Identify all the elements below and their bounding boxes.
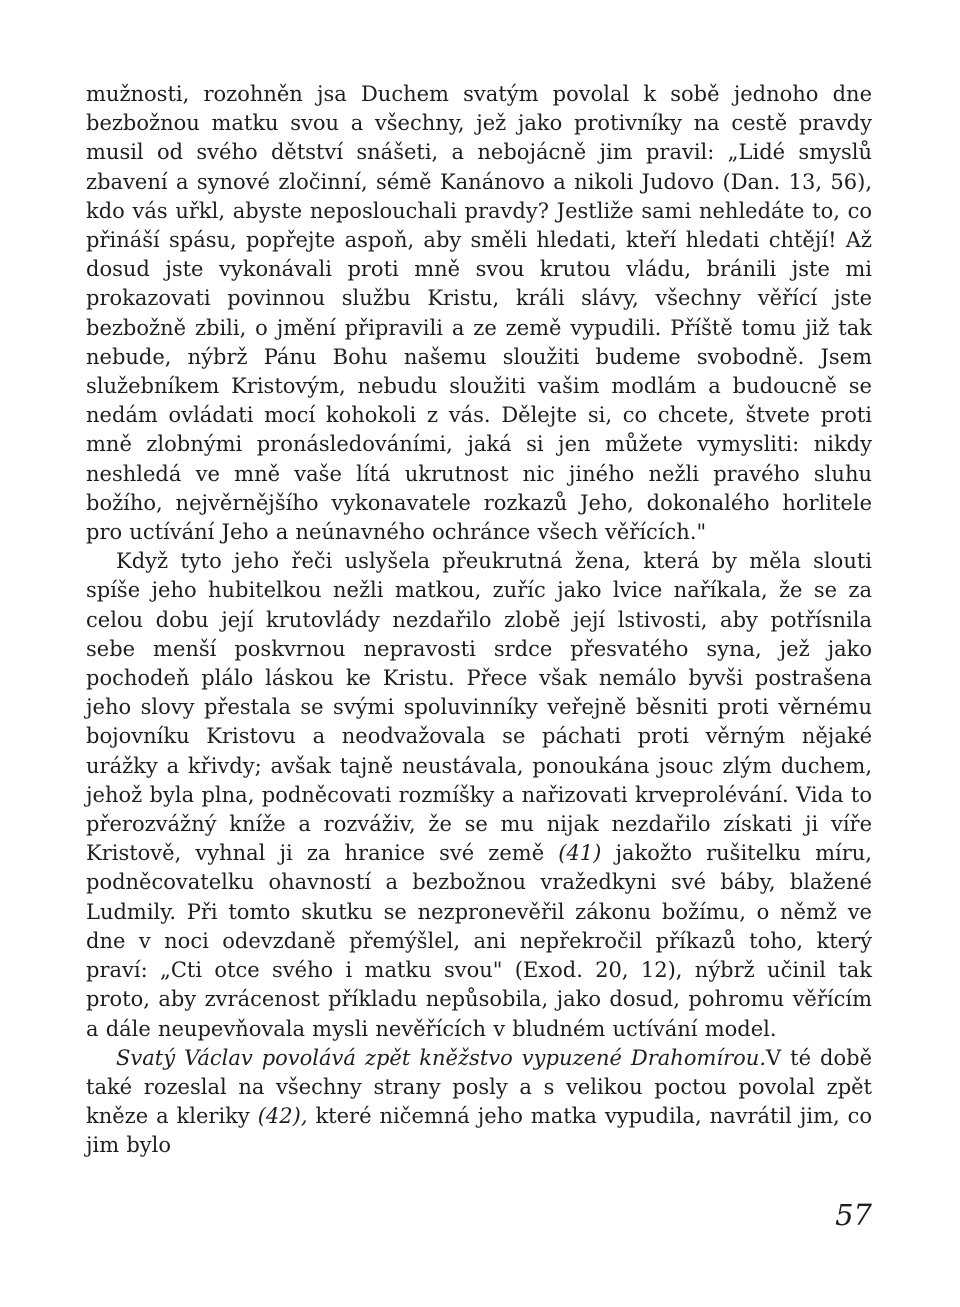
page-body xyxy=(86,80,872,1161)
paragraph-2-text-start: Když tyto jeho řeči uslyšela přeukrutná žena, která by měla slouti spíše jeho hubitelkou nežli matkou, zuříc jako lvice naříkala, že se za celou dobu její krutovlády nezdařilo zlobě její lstivosti, aby potřísnila sebe menší poskvrnou nepravosti srdce přesvatého syna, jež jako pochodeň plálo láskou ke Kristu. Přece však nemálo byvši postrašena jeho slovy přestala se svými spoluvinníky veřejně běsniti proti věrnému bojovníku Kristovu a neodvažovala se páchati proti věrným nějaké urážky a křivdy; avšak tajně neustávala, ponoukána jsouc zlým duchem, jehož byla plna, podněcovati rozmíšky a nařizovati krveprolévání. Vida to přerozvážný kníže a rozváživ, že se mu nijak nezdařilo získati ji víře Kristově, vyhnal ji za hranice své země xyxy=(86,549,872,866)
paragraph-3 xyxy=(86,1044,872,1161)
paragraph-1 xyxy=(86,80,872,547)
section-heading: Svatý Václav povolává zpět kněžstvo vypuzené Drahomírou. xyxy=(116,1045,766,1070)
footnote-reference-42: (42), xyxy=(257,1104,308,1129)
page-number: 57 xyxy=(835,1198,872,1232)
footnote-reference-41: (41) xyxy=(558,841,602,866)
paragraph-3-text-end: které ničemná jeho matka vypudila, navrátil jim, co jim bylo xyxy=(86,1104,872,1158)
paragraph-1-text: mužnosti, rozohněn jsa Duchem svatým povolal k sobě jednoho dne bezbožnou matku svou a všechny, jež jako protivníky na cestě pravdy musil od svého dětství snášeti, a nebojácně jim pravil: „Lidé smyslů zbavení a synové zločinní, sémě Kanánovo a nikoli Judovo (Dan. 13, 56), kdo vás uřkl, abyste neposlouchali pravdy? Jestliže sami nehledáte to, co přináší spásu, popřejte aspoň, aby směli hledati, kteří hledati chtějí! Až dosud jste vykonávali proti mně svou krutou vládu, bránili jste mi prokazovati povinnou službu Kristu, králi slávy, všechny věřící jste bezbožně zbili, o jmění připravili a ze země vypudili. Příště tomu již tak nebude, nýbrž Pánu Bohu našemu sloužiti budeme svobodně. Jsem služebníkem Kristovým, nebudu sloužiti vašim modlám a budoucně se nedám ovládati mocí kohokoli z vás. Dělejte si, co chcete, štvete proti mně zlobnými pronásledováními, jaká si jen můžete vymysliti: nikdy neshledá ve mně vaše lítá ukrutnost nic jiného nežli pravého sluhu božího, nejvěrnějšího vykonavatele rozkazů Jeho, dokonalého horlitele pro uctívání Jeho a neúnavného ochránce všech věřících." xyxy=(86,82,872,545)
paragraph-2 xyxy=(86,547,872,1043)
paragraph-2-text-end: jakožto rušitelku míru, podněcovatelku ohavností a bezbožnou vražedkyni své báby, blažené Ludmily. Při tomto skutku se nezpronevěřil zákonu božímu, o němž ve dne v noci odevzdaně přemýšlel, ani nepřekročil příkazů toho, který praví: „Cti otce svého i matku svou" (Exod. 20, 12), nýbrž učinil tak proto, aby zvrácenost příkladu nepůsobila, jako dosud, pohromu věřícím a dále neupevňovala mysli nevěřících v bludném uctívání model. xyxy=(86,841,872,1041)
paragraph-3-text-start: V té době také rozeslal na všechny strany posly a s velikou poctou povolal zpět kněze a kleriky xyxy=(86,1045,872,1129)
